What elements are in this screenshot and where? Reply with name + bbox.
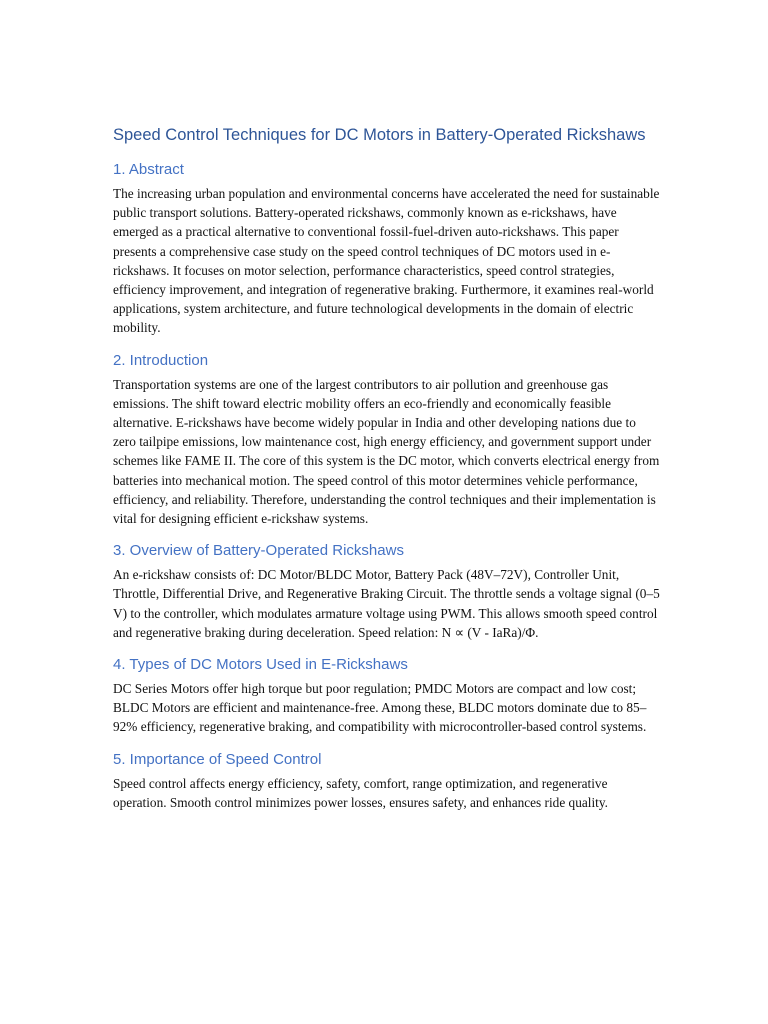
section-heading: 5. Importance of Speed Control (113, 750, 322, 768)
section-heading: 4. Types of DC Motors Used in E-Rickshaws (113, 656, 408, 674)
section-introduction (113, 351, 661, 529)
section-body: Transportation systems are one of the largest contributors to air pollution and greenhouse gas emissions. The shift toward electric mobility offers an eco-friendly and economically feasible alternative. E-rickshaws have become widely popular in India and other developing nations due to zero tailpipe emissions, low maintenance cost, high energy efficiency, and government support under schemes like FAME II. The core of this system is the DC motor, which converts electrical energy from batteries into mechanical motion. The speed control of this motor determines vehicle performance, efficiency, and reliability. Therefore, understanding the control techniques and their implementation is vital for designing efficient e-rickshaw systems. (113, 376, 660, 527)
section-body: An e-rickshaw consists of: DC Motor/BLDC Motor, Battery Pack (48V–72V), Controller Unit, Throttle, Differential Drive, and Regenerative Braking Circuit. The throttle sends a voltage signal (0–5 V) to the controller, which modulates armature voltage using PWM. This allows smooth speed control and regenerative braking during deceleration. Speed relation: N ∝ (V - IaRa)/Φ. (113, 567, 660, 640)
section-heading: 2. Introduction (113, 351, 209, 369)
section-heading: 1. Abstract (113, 161, 184, 178)
section-overview (113, 541, 661, 642)
section-abstract (113, 160, 661, 338)
section-body: DC Series Motors offer high torque but poor regulation; PMDC Motors are compact and low cost; BLDC Motors are efficient and maintenance-free. Among these, BLDC motors dominate due to 85–92% efficiency, regenerative braking, and compatibility with microcontroller-based control systems. (113, 681, 647, 735)
document-page (113, 124, 661, 825)
section-heading: 3. Overview of Battery-Operated Rickshaws (113, 542, 404, 560)
section-body: The increasing urban population and environmental concerns have accelerated the need for sustainable public transport solutions. Battery-operated rickshaws, commonly known as e-rickshaws, have emerged as a practical alternative to conventional fossil-fuel-driven auto-rickshaws. This paper presents a comprehensive case study on the speed control techniques of DC motors used in e-rickshaws. It focuses on motor selection, performance characteristics, speed control strategies, efficiency improvement, and integration of regenerative braking. Furthermore, it examines real-world applications, system architecture, and future technological developments in the domain of electric mobility. (113, 186, 660, 336)
section-motor-types (113, 655, 661, 737)
document-title: Speed Control Techniques for DC Motors in Battery-Operated Rickshaws (113, 126, 646, 144)
section-speed-control-importance (113, 750, 661, 812)
section-body: Speed control affects energy efficiency, safety, comfort, range optimization, and regenerative operation. Smooth control minimizes power losses, ensures safety, and enhances ride quality. (113, 775, 608, 810)
